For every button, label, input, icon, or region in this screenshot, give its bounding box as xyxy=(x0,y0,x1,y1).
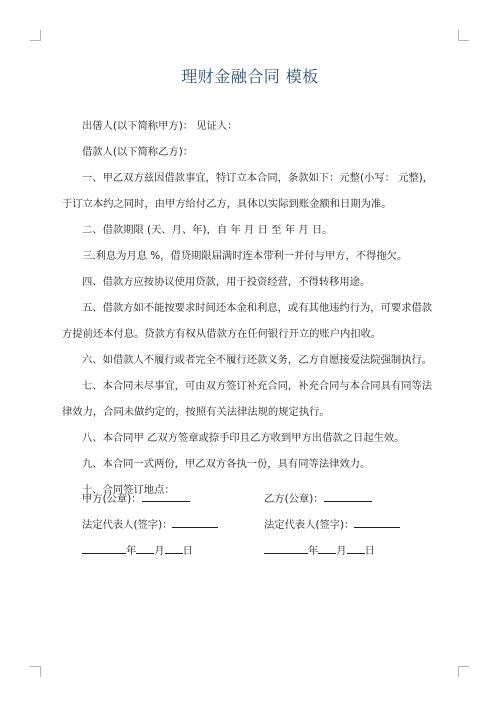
paragraph-clause-8: 八、本合同甲 乙双方签章或捺手印且乙方收到甲方出借款之日起生效。 xyxy=(82,432,405,444)
party-a-month-label: 月 xyxy=(154,545,165,557)
party-b-month-label: 月 xyxy=(336,545,347,557)
paragraph-lender: 出僐人(以下简称甲方)： 见证人： xyxy=(82,120,238,132)
paragraph-clause-9: 九、本合同一式两份，甲乙双方各执一份，具有同等法律效力。 xyxy=(82,458,371,470)
paragraph-clause-10: 十、合同签订地点： xyxy=(82,484,175,496)
party-b-rep-label: 法定代表人(签字)： xyxy=(264,519,355,531)
paragraph-clause-5: 五、借款方如不能按要求时间还本金和利息，或有其他违约行为，可要求借款方提前还本付息。贷款方有权从借款方在任何银行开立的账户内扣收。 xyxy=(62,302,433,340)
paragraph-clause-1: 一、甲乙双方兹因借款事宜，特订立本合同，条款如下：元整(小写： 元整)，于订立本约之同时，由甲方给付乙方，具体以实际到账金额和日期为准。 xyxy=(62,172,434,210)
party-a-rep-label: 法定代表人(签字)： xyxy=(82,519,173,531)
party-a-day-label: 日 xyxy=(182,545,193,557)
party-a-year-label: 年 xyxy=(126,545,137,557)
party-b-year-blank[interactable] xyxy=(264,543,308,554)
party-b-seal-blank[interactable] xyxy=(324,491,372,502)
party-b-day-label: 日 xyxy=(364,545,375,557)
party-b-date xyxy=(264,538,375,564)
party-a-month-blank[interactable] xyxy=(136,543,154,554)
party-a-seal-label: 甲方(公章)： xyxy=(82,493,142,505)
crop-mark-top-right xyxy=(458,30,469,41)
paragraph-clause-7: 七、本合同未尽事宜，可由双方签订补充合同，补充合同与本合同具有同等法律效力，合同未做约定的，按照有关法律法规的规定执行。 xyxy=(62,380,433,418)
party-a-year-blank[interactable] xyxy=(82,543,126,554)
party-b-seal xyxy=(264,486,372,512)
party-a-rep-blank[interactable] xyxy=(172,517,218,528)
crop-mark-bottom-left xyxy=(30,666,41,677)
document-title: 理财金融合同 模板 xyxy=(181,67,319,86)
party-b-seal-label: 乙方(公章)： xyxy=(264,493,324,505)
paragraph-clause-2: 二、借款期限 (天、月、年)，自 年 月 日 至 年 月 日。 xyxy=(82,224,333,236)
party-b-month-blank[interactable] xyxy=(318,543,336,554)
paragraph-clause-4: 四、借款方应按协议使用贷款，用于投资经营，不得转移用途。 xyxy=(82,276,371,288)
party-a-rep xyxy=(82,512,218,538)
party-a-seal xyxy=(82,486,190,512)
paragraph-clause-3: 三.利息为月息 %，借贷期限届满时连本带利一并付与甲方，不得拖欠。 xyxy=(82,250,408,262)
party-a-seal-blank[interactable] xyxy=(142,491,190,502)
party-b-rep xyxy=(264,512,400,538)
crop-mark-bottom-right xyxy=(458,666,469,677)
party-b-year-label: 年 xyxy=(308,545,319,557)
party-b-day-blank[interactable] xyxy=(347,543,365,554)
contract-body xyxy=(62,113,440,503)
party-a-day-blank[interactable] xyxy=(165,543,183,554)
paragraph-borrower: 借款人(以下简称乙方)： xyxy=(82,146,194,158)
party-a-date xyxy=(82,538,193,564)
crop-mark-top-left xyxy=(30,30,41,41)
paragraph-clause-6: 六、如借款人不履行或者完全不履行还款义务，乙方自愿接爱法院强制执行。 xyxy=(82,354,433,366)
party-b-rep-blank[interactable] xyxy=(354,517,400,528)
